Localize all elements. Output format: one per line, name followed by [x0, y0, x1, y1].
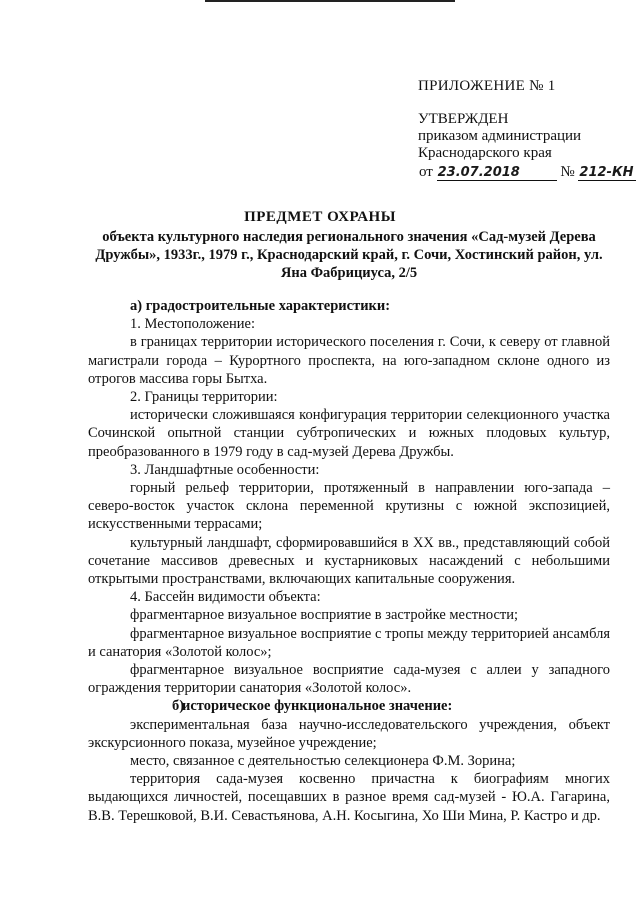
- from-prefix: от: [419, 164, 433, 180]
- section-b-heading: [88, 697, 610, 715]
- item2-text: исторически сложившаяся конфигурация территории селекционного участка Сочинской опытной станции субтропических и южных плодовых культур, преобразованного в 1979 году в сад-музей Дерева Дружбы.: [88, 407, 610, 460]
- item4-text-3: фрагментарное визуальное восприятие сада-музея с аллеи у западного ограждения территории санатория «Золотой колос».: [88, 662, 610, 697]
- approved-label: УТВЕРЖДЕН: [418, 111, 509, 127]
- section-b-letter: б): [172, 698, 185, 715]
- handwritten-date: 23.07.2018: [437, 165, 557, 181]
- document-title: ПРЕДМЕТ ОХРАНЫ: [244, 209, 396, 225]
- document-subtitle: объекта культурного наследия регионального значения «Сад-музей Дерева Дружбы», 1933г., 1979 г., Краснодарский край, г. Сочи, Хостинский район, ул. Яна Фабрициуса, 2/5: [95, 229, 603, 281]
- item4-text-2: фрагментарное визуальное восприятие с тропы между территорией ансамбля и санатория «Золотой колос»;: [88, 625, 610, 660]
- section-b-text-2: место, связанное с деятельностью селекционера Ф.М. Зорина;: [130, 753, 516, 770]
- item4-title: 4. Бассейн видимости объекта:: [130, 589, 321, 606]
- item4-text-1: фрагментарное визуальное восприятие в застройке местности;: [130, 607, 519, 624]
- item1-title: 1. Местоположение:: [130, 316, 256, 333]
- handwritten-number: 212-КН: [578, 165, 636, 181]
- item1-text: в границах территории исторического поселения г. Сочи, к северу от главной магистрали города – Курортного проспекта, на юго-западном склоне одного из отрогов массива горы Бытха.: [88, 334, 610, 387]
- order-reference: [419, 164, 636, 181]
- section-a-heading: а) градостроительные характеристики:: [130, 298, 391, 314]
- scan-edge-line: [205, 0, 455, 2]
- number-sign: №: [560, 164, 575, 180]
- document-body: [88, 297, 610, 825]
- item2-title: 2. Границы территории:: [130, 389, 278, 406]
- item3-text-1: горный рельеф территории, протяженный в направлении юго-запада – северо-восток участок склона переменной крутизны с южной экспозицией, искусственными террасами;: [88, 480, 610, 533]
- section-b-text-1: экспериментальная база научно-исследовательского учреждения, объект экскурсионного показа, музейное учреждение;: [88, 716, 610, 751]
- item3-text-2: культурный ландшафт, сформировавшийся в XX вв., представляющий собой сочетание массивов древесных и кустарниковых насаждений с небольшими открытыми пространствами, включающих капитальные сооружения.: [88, 534, 610, 588]
- appendix-label: ПРИЛОЖЕНИЕ № 1: [418, 78, 556, 94]
- section-b-heading-text: историческое функциональное значение:: [182, 698, 453, 715]
- item3-title: 3. Ландшафтные особенности:: [130, 461, 320, 478]
- section-b-text-3: территория сада-музея косвенно причастна к биографиям многих выдающихся личностей, посещавших в разное время сад-музей - Ю.А. Гагарина, В.В. Терешковой, В.И. Севастьянова, А.Н. Косыгина, Хо Ши Мина, Р. Кастро и др.: [88, 771, 610, 824]
- order-line-2: Краснодарского края: [418, 145, 552, 161]
- order-line-1: приказом администрации: [418, 128, 582, 144]
